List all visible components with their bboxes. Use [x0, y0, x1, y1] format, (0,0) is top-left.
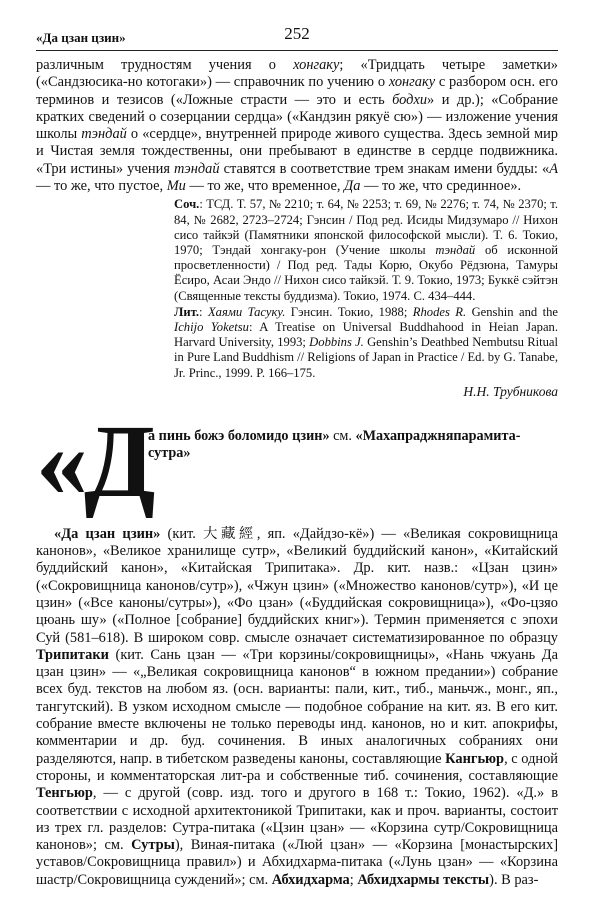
- header-rule: [36, 50, 558, 51]
- page-header: [36, 22, 558, 50]
- letter-section-start: [36, 403, 558, 522]
- previous-entry-text: различным трудностям учения о хонгаку; «Тридцать четыре заметки» («Сандзюсика-но котогаки») — справочник по учению о хонгаку с разбором осн. его терминов и тезисов («Ложные страсти — это и есть бодхи» и др.); «Собрание кратких сведений о созерцании сердца» («Кандзин рякуё сю») — изложение учения школы тэндай о «сердце», внутренней природе живого существа. Здесь земной мир и Чистая земля тождественны, они пребывают в единстве в сердце подвижника. «Три истины» учения тэндай ставятся в соответствие трем знакам имени будды: «А — то же, что пустое, Ми — то же, что временное, Да — то же, что срединное».: [36, 57, 558, 195]
- cross-reference-entry: а пинь божэ боломидо цзин» см. «Махапраджняпарамита-сутра»: [148, 427, 521, 461]
- literature-reference: Лит.: Хаями Тасуку. Гэнсин. Токио, 1988; Rhodes R. Genshin and the Ichijo Yoketsu: A Treatise on Universal Buddhahood in Heian Japan. Harvard University, 1993; Dobbins J. Genshin’s Deathbed Nembutsu Ritual in Pure Land Buddhism // Religions of Japan in Practice / Ed. by G. Tanabe, Jr. Princ., 1999. P. 166–175.: [174, 304, 559, 380]
- entry-title: «Да цзан цзин»: [54, 525, 161, 542]
- entry-author: Н.Н. Трубникова: [463, 383, 558, 399]
- references-block: [174, 197, 558, 380]
- drop-cap-letter: «Д: [36, 403, 152, 519]
- running-head: «Да цзан цзин»: [36, 30, 126, 45]
- works-reference: Соч.: ТСД. Т. 57, № 2210; т. 64, № 2253; т. 69, № 2276; т. 74, № 2370; т. 84, № 2682, 2723–2724; Гэнсин / Под ред. Исиды Мидзумаро // Нихон сисо тайкэй (Памятники японской философской мысли). Т. 6. Токио, 1970; Тэндай хонгаку-рон (Учение школы тэндай об исконной просветленности) / Под ред. Тады Корю, Окубо Рёдзюна, Тамуры Ёсиро, Асаи Эндо // Нихон сисо тайкэй. Т. 9. Токио, 1973; Буккё сэйтэн (Священные тексты буддизма). Токио, 1974. С. 434–444.: [174, 197, 558, 303]
- main-entry-text: «Да цзан цзин» (кит. 大藏經, яп. «Дайдзо-кё») — «Великая сокровищница канонов», «Великое хранилище сутр», «Великий буддийский канон», «Китайский буддийский канон», «Китайская Трипитака». Др. кит. назв.: «Цзан цзин» («Сокровищница канонов/сутр»), «Чжун цзин» («Множество канонов/сутр»), «И це цзин» («Все каноны/сутры»), «Фо цзан» («Буддийская сокровищница»), «Фо-цзяо цюань шу» («Полное [собрание] буддийских книг»). Термин применяется с эпохи Суй (581–618). В широком совр. смысле означает систематизированное по образцу Трипитаки (кит. Сань цзан — «Три корзины/сокровищницы», «Нань чжуань Да цзан цзин» — «„Великая сокровищница канонов“ в южном предании») собрание всех буд. текстов на любом яз. (осн. варианты: пали, кит., тиб., маньчж., монг., яп., тангутский). В узком исходном смысле — подобное собрание на кит. яз. В его кит. собрание вместе включены не только переводы инд. канонов, но и кит. апокрифы, комментарии и др. буд. сочинения. В иных аналогичных собраниях они разделяются, напр. в тибетском разведены каноны, составляющие Кангьюр, с одной стороны, и комментаторская лит-ра и собственные тиб. сочинения, составляющие Тенгьюр, — с другой (совр. изд. того и другого в 168 т.: Токио, 1962). «Д.» в соответствии с исходной архитектоникой Трипитаки, как и проч. варианты, состоит из трех гл. разделов: Сутра-питака («Цзин цзан» — «Корзина сутр/Сокровищница канонов»; см. Сутры), Виная-питака («Люй цзан» — «Корзина [монастырских] уставов/Сокровищница правил») и Абхидхарма-питака («Лунь цзан» — «Корзина шастр/Сокровищница суждений»; см. Абхидхарма; Абхидхармы тексты). В раз-: [36, 525, 559, 888]
- cross-reference-link[interactable]: «Махапраджняпарамита-сутра»: [148, 427, 521, 461]
- page-number: 252: [284, 24, 310, 43]
